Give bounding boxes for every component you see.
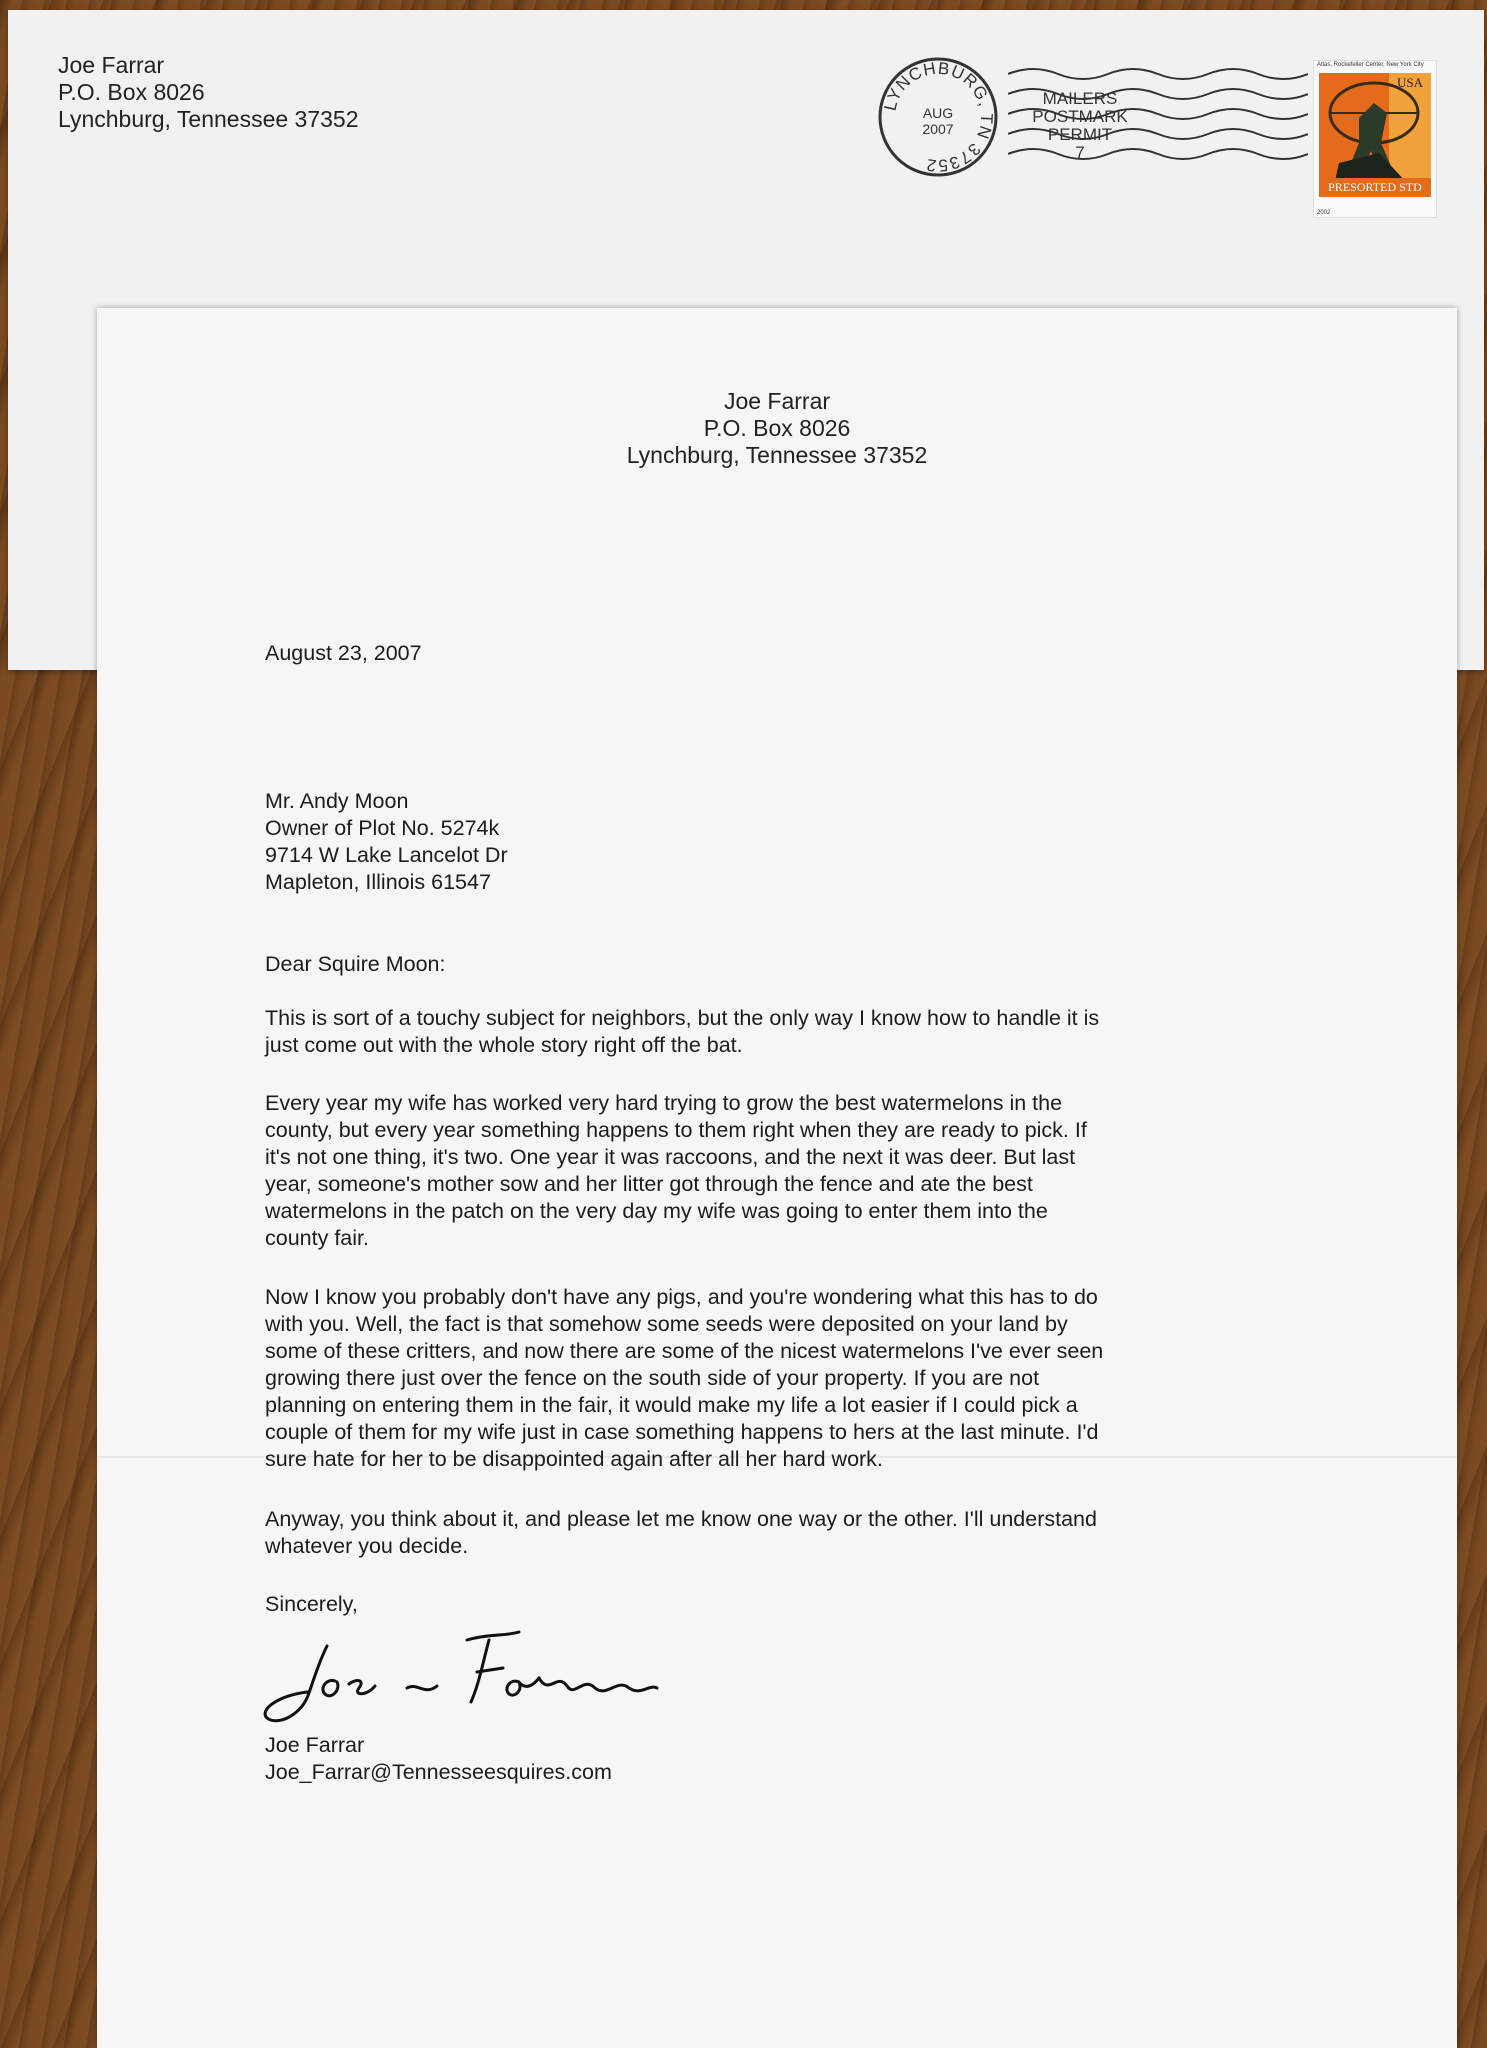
paragraph-line: Every year my wife has worked very hard trying to grow the best watermelons in the [265,1091,1063,1115]
paragraph-line: Now I know you probably don't have any pigs, and you're wondering what this has to do [265,1285,1098,1309]
stamp-label: PRESORTED STD [1319,178,1431,197]
paragraph-line: whatever you decide. [265,1534,469,1558]
return-address-line: P.O. Box 8026 [58,79,205,105]
letter-page [97,308,1457,2048]
letterhead-line: P.O. Box 8026 [703,415,851,441]
stamp-year: 2002 [1317,210,1331,216]
sender-email: Joe_Farrar@Tennesseesquires.com [265,1760,612,1784]
sender-block [265,1732,612,1786]
stamp-country: USA [1396,75,1423,90]
paragraph-line: it's not one thing, it's two. One year it was raccoons, and the next it was deer. But last [265,1145,1076,1169]
handwritten-signature [257,1626,717,1736]
permit-text: POSTMARK [1032,107,1128,126]
paragraph-line: sure hate for her to be disappointed again after all her hard work. [265,1447,883,1471]
letter-date: August 23, 2007 [265,641,422,665]
postmark-circle [873,52,1003,182]
paragraph-line: county, but every year something happens to them right when they are ready to pick. If [265,1118,1087,1142]
paragraph-line: watermelons in the patch on the very day my wife was going to enter them into the [265,1199,1048,1223]
letterhead [97,388,1457,469]
postmark-year: 2007 [922,121,954,137]
paragraph-line: some of these critters, and now there are some of the nicest watermelons I've ever seen [265,1339,1104,1363]
recipient-line: Mr. Andy Moon [265,789,409,813]
sender-name: Joe Farrar [265,1733,365,1757]
paragraph-1 [265,1005,1275,1059]
permit-number: 7 [1075,143,1085,162]
paragraph-line: couple of them for my wife just in case something happens to hers at the last minute. I'd [265,1420,1099,1444]
postmark-city: LYNCHBURG, TN 37352 [880,58,997,176]
postmark-month: AUG [922,105,954,121]
paragraph-line: just come out with the whole story right off the bat. [265,1033,743,1057]
letterhead-line: Lynchburg, Tennessee 37352 [626,442,928,468]
closing: Sincerely, [265,1592,358,1616]
salutation: Dear Squire Moon: [265,952,446,976]
recipient-address [265,788,508,896]
paragraph-line: planning on entering them in the fair, it would make my life a lot easier if I could pick a [265,1393,1078,1417]
cancellation-lines [1008,62,1308,172]
postage-stamp [1313,60,1437,218]
paragraph-2 [265,1090,1275,1252]
recipient-line: 9714 W Lake Lancelot Dr [265,843,508,867]
paragraph-4 [265,1506,1275,1560]
paragraph-line: growing there just over the fence on the south side of your property. If you are not [265,1366,1040,1390]
paragraph-line: Anyway, you think about it, and please let me know one way or the other. I'll understand [265,1507,1097,1531]
envelope-return-address [58,52,359,133]
permit-text: MAILERS [1042,89,1118,108]
paragraph-line: with you. Well, the fact is that somehow some seeds were deposited on your land by [265,1312,1068,1336]
recipient-line: Owner of Plot No. 5274k [265,816,500,840]
permit-text: PERMIT [1047,125,1113,144]
stamp-caption: Atlas, Rockefeller Center, New York City [1317,62,1424,68]
letterhead-line: Joe Farrar [723,388,831,414]
paragraph-line: This is sort of a touchy subject for neighbors, but the only way I know how to handle it is [265,1006,1100,1030]
paragraph-line: county fair. [265,1226,369,1250]
paragraph-3 [265,1284,1275,1473]
recipient-line: Mapleton, Illinois 61547 [265,870,491,894]
stamp-image [1319,73,1431,197]
paragraph-line: year, someone's mother sow and her litter got through the fence and ate the best [265,1172,1033,1196]
return-address-line: Lynchburg, Tennessee 37352 [58,106,359,132]
return-address-line: Joe Farrar [58,52,165,78]
